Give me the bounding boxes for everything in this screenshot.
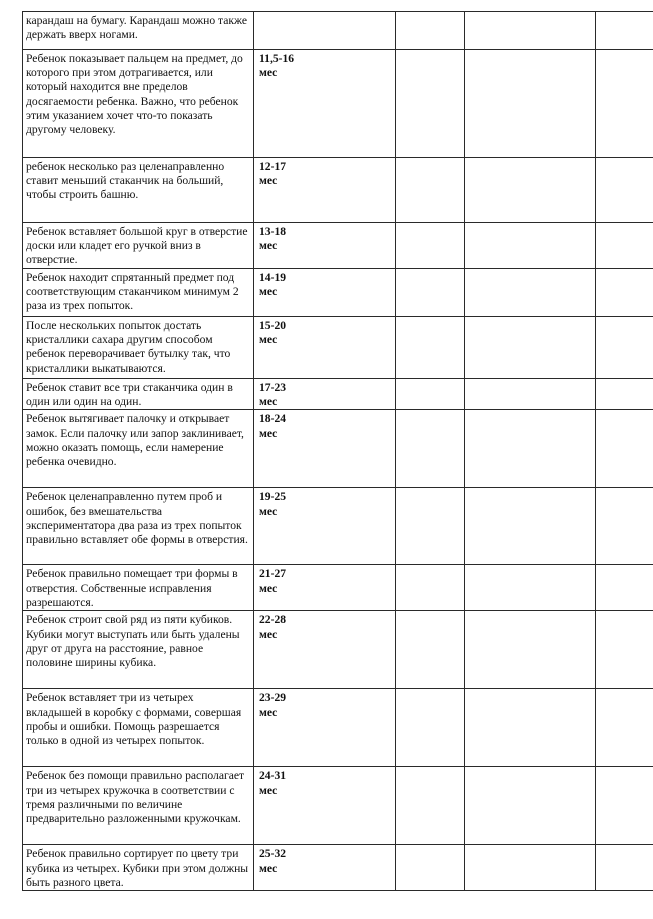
empty-cell-1 [396, 488, 465, 565]
empty-cell-3 [596, 488, 653, 565]
empty-cell-2 [465, 223, 596, 269]
empty-cell-3 [596, 845, 653, 891]
empty-cell-3 [596, 611, 653, 689]
milestone-description: Ребенок показывает пальцем на предмет, до которого при этом дотрагивается, или который находится вне пределов досягаемости ребенка. Важно, что ребенок этим указанием хочет что-то показать другому человеку. [23, 50, 254, 158]
table-row [23, 158, 653, 223]
empty-cell-2 [465, 158, 596, 223]
empty-cell-3 [596, 565, 653, 611]
empty-cell-3 [596, 767, 653, 845]
age-range-cell [254, 410, 396, 488]
empty-cell-1 [396, 269, 465, 317]
age-range: 13-18 мес [259, 225, 287, 253]
age-range-cell [254, 689, 396, 767]
age-range: 25-32 мес [259, 847, 287, 875]
milestone-description: Ребенок вставляет большой круг в отверстие доски или кладет его ручкой вниз в отверстие. [23, 223, 254, 269]
table-row [23, 845, 653, 891]
age-range-cell [254, 317, 396, 379]
table-body [23, 12, 653, 891]
age-range-cell [254, 379, 396, 410]
milestone-description: Ребенок строит свой ряд из пяти кубиков. Кубики могут выступать или быть удалены друг от друга на расстояние, равное половине ширины кубика. [23, 611, 254, 689]
table-row [23, 269, 653, 317]
age-range: 11,5-16 мес [259, 52, 295, 80]
age-range: 12-17 мес [259, 160, 287, 188]
milestone-description: ребенок несколько раз целенаправленно ставит меньший стаканчик на больший, чтобы строить башню. [23, 158, 254, 223]
empty-cell-3 [596, 689, 653, 767]
age-range-cell [254, 158, 396, 223]
age-range: 21-27 мес [259, 567, 287, 595]
empty-cell-1 [396, 611, 465, 689]
age-range-cell [254, 50, 396, 158]
milestone-description: Ребенок без помощи правильно располагает три из четырех кружочка в соответствии с тремя различными по величине предварительно разложенными кружочкам. [23, 767, 254, 845]
table-row [23, 12, 653, 50]
empty-cell-2 [465, 269, 596, 317]
age-range: 15-20 мес [259, 319, 287, 347]
age-range: 23-29 мес [259, 691, 287, 719]
age-range: 17-23 мес [259, 381, 287, 409]
age-range: 19-25 мес [259, 490, 287, 518]
table-row [23, 223, 653, 269]
empty-cell-2 [465, 12, 596, 50]
empty-cell-2 [465, 488, 596, 565]
empty-cell-2 [465, 379, 596, 410]
table-row [23, 488, 653, 565]
table-row [23, 689, 653, 767]
empty-cell-2 [465, 410, 596, 488]
milestone-description: Ребенок правильно сортирует по цвету три кубика из четырех. Кубики при этом должны быть разного цвета. [23, 845, 254, 891]
empty-cell-2 [465, 317, 596, 379]
development-table [22, 11, 653, 891]
age-range-cell [254, 845, 396, 891]
empty-cell-2 [465, 565, 596, 611]
table-row [23, 565, 653, 611]
table-row [23, 379, 653, 410]
empty-cell-3 [596, 223, 653, 269]
empty-cell-1 [396, 689, 465, 767]
empty-cell-1 [396, 379, 465, 410]
empty-cell-3 [596, 269, 653, 317]
milestone-description: После нескольких попыток достать кристаллики сахара другим способом ребенок переворачивает бутылку так, что кристаллики выкатываются. [23, 317, 254, 379]
age-range: 14-19 мес [259, 271, 287, 299]
empty-cell-3 [596, 50, 653, 158]
empty-cell-3 [596, 410, 653, 488]
empty-cell-1 [396, 317, 465, 379]
table-row [23, 410, 653, 488]
empty-cell-2 [465, 845, 596, 891]
empty-cell-1 [396, 845, 465, 891]
age-range-cell [254, 565, 396, 611]
age-range-cell [254, 488, 396, 565]
empty-cell-3 [596, 379, 653, 410]
empty-cell-1 [396, 767, 465, 845]
milestone-description: Ребенок вставляет три из четырех вкладышей в коробку с формами, совершая пробы и ошибки. Помощь разрешается только в одной из четырех попыток. [23, 689, 254, 767]
empty-cell-1 [396, 158, 465, 223]
empty-cell-2 [465, 50, 596, 158]
age-range-cell [254, 767, 396, 845]
age-range: 24-31 мес [259, 769, 287, 797]
age-range-cell [254, 223, 396, 269]
empty-cell-1 [396, 12, 465, 50]
milestone-description: Ребенок ставит все три стаканчика один в один или один на один. [23, 379, 254, 410]
milestone-description: Ребенок вытягивает палочку и открывает замок. Если палочку или запор заклинивает, можно оказать помощь, если намерение ребенка очевидно. [23, 410, 254, 488]
empty-cell-3 [596, 12, 653, 50]
table-row [23, 611, 653, 689]
empty-cell-1 [396, 50, 465, 158]
age-range-cell [254, 269, 396, 317]
age-range-cell [254, 12, 396, 50]
age-range: 22-28 мес [259, 613, 287, 641]
table-row [23, 50, 653, 158]
table-row [23, 767, 653, 845]
empty-cell-1 [396, 223, 465, 269]
milestone-description: Ребенок целенаправленно путем проб и ошибок, без вмешательства экспериментатора два раза из трех попыток правильно вставляет обе формы в отверстия. [23, 488, 254, 565]
empty-cell-2 [465, 689, 596, 767]
empty-cell-2 [465, 767, 596, 845]
milestone-description: Ребенок находит спрятанный предмет под соответствующим стаканчиком минимум 2 раза из трех попыток. [23, 269, 254, 317]
table-row [23, 317, 653, 379]
empty-cell-2 [465, 611, 596, 689]
empty-cell-1 [396, 410, 465, 488]
milestone-description: Ребенок правильно помещает три формы в отверстия. Собственные исправления разрешаются. [23, 565, 254, 611]
empty-cell-3 [596, 158, 653, 223]
milestone-description: карандаш на бумагу. Карандаш можно также держать вверх ногами. [23, 12, 254, 50]
empty-cell-3 [596, 317, 653, 379]
empty-cell-1 [396, 565, 465, 611]
age-range: 18-24 мес [259, 412, 287, 440]
age-range-cell [254, 611, 396, 689]
